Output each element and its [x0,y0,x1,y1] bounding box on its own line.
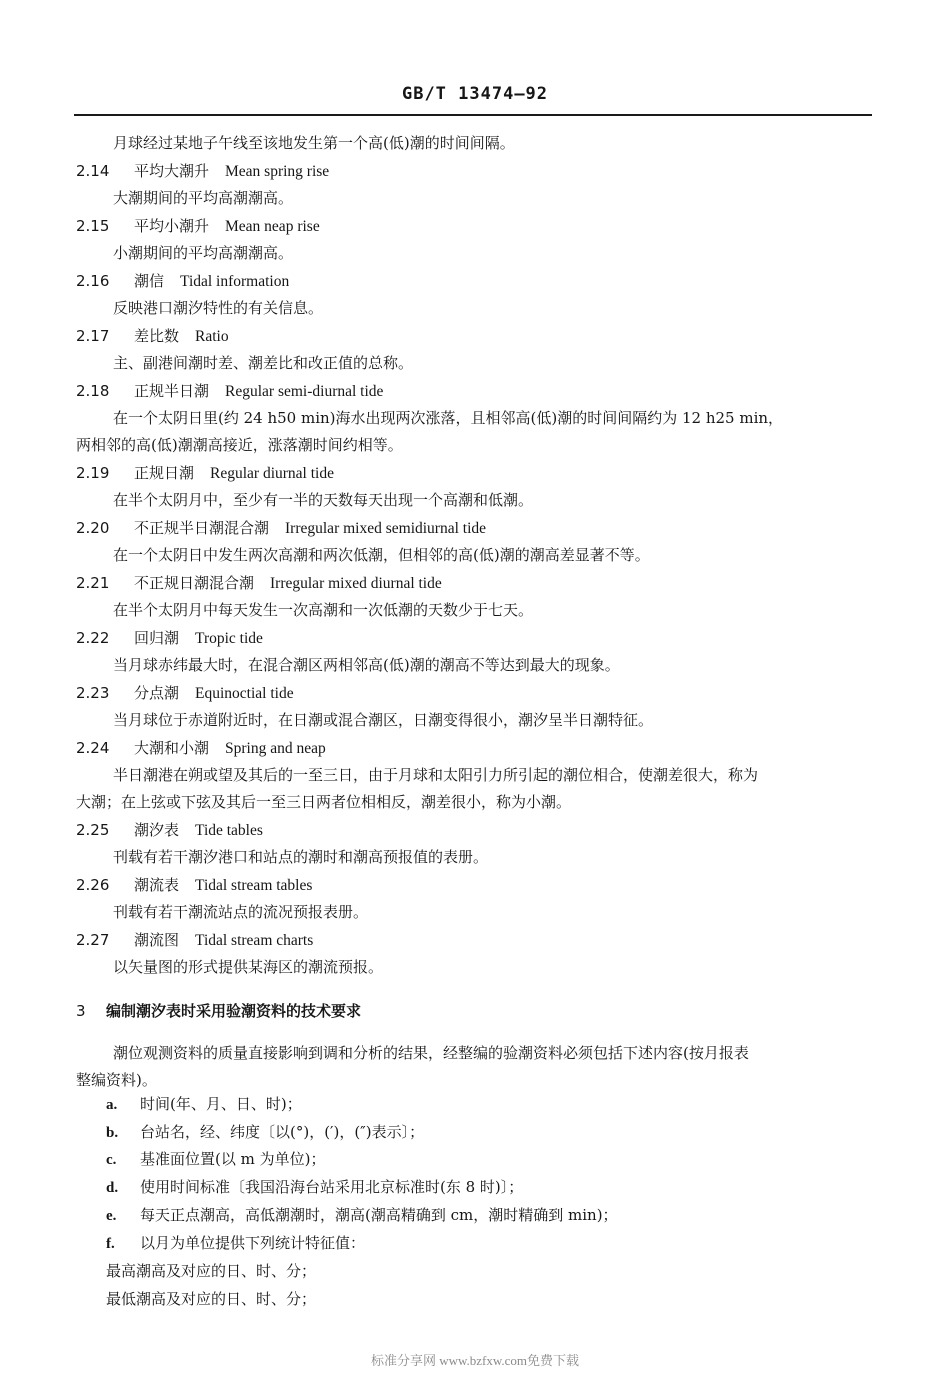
term-heading [76,216,320,237]
term-definition: 刊载有若干潮流站点的流况预报表册。 [113,903,369,921]
term-english: Tidal stream tables [195,877,313,894]
term-number: 2.22 [76,629,110,647]
term-chinese: 不正规日潮混合潮 [134,574,255,592]
term-heading [76,518,486,539]
term-definition: 在半个太阴月中，至少有一半的天数每天出现一个高潮和低潮。 [113,491,534,509]
term-definition: 反映港口潮汐特性的有关信息。 [113,299,324,317]
term-definition: 刊载有若干潮汐港口和站点的潮时和潮高预报值的表册。 [113,848,489,866]
term-chinese: 平均大潮升 [134,162,210,180]
section-paragraph-line-2: 整编资料)。 [76,1071,157,1089]
term-chinese: 差比数 [134,327,180,345]
term-heading [76,875,312,896]
term-number: 2.18 [76,382,110,400]
term-heading [76,573,442,594]
term-definition: 在一个太阴日中发生两次高潮和两次低潮，但相邻的高(低)潮的潮高差显著不等。 [113,546,650,564]
term-english: Mean neap rise [225,218,320,235]
list-item-text: 台站名，经、纬度〔以(°)，(′)，(″)表示〕； [140,1123,425,1141]
term-number: 2.19 [76,464,110,482]
term-english: Mean spring rise [225,163,330,180]
term-definition: 大潮；在上弦或下弦及其后一至三日两者位相相反，潮差很小，称为小潮。 [76,793,572,811]
term-number: 2.15 [76,217,110,235]
term-heading [76,628,263,649]
list-item-text: 基准面位置(以 m 为单位)； [140,1150,326,1168]
stat-line-1: 最高潮高及对应的日、时、分； [106,1262,317,1280]
term-number: 2.23 [76,684,110,702]
stat-line-2: 最低潮高及对应的日、时、分； [106,1290,317,1308]
term-definition: 大潮期间的平均高潮潮高。 [113,189,294,207]
term-definition: 半日潮港在朔或望及其后的一至三日，由于月球和太阳引力所引起的潮位相合，使潮差很大，称为 [113,766,759,784]
list-item-label: e. [106,1208,117,1224]
term-definition: 以矢量图的形式提供某海区的潮流预报。 [113,958,384,976]
term-number: 2.25 [76,821,110,839]
term-number: 2.27 [76,931,110,949]
term-chinese: 正规半日潮 [134,382,210,400]
term-english: Regular semi-diurnal tide [225,383,384,400]
header-rule [74,114,872,116]
term-number: 2.16 [76,272,110,290]
term-number: 2.17 [76,327,110,345]
term-heading [76,820,263,841]
term-english: Tide tables [195,822,263,839]
list-item-label: c. [106,1152,117,1168]
list-item-label: f. [106,1236,115,1252]
list-item-label: d. [106,1180,119,1196]
list-item-label: b. [106,1125,119,1141]
footer-watermark: 标准分享网 www.bzfxw.com免费下载 [370,1353,580,1368]
section-paragraph-line-1: 潮位观测资料的质量直接影响到调和分析的结果，经整编的验潮资料必须包括下述内容(按月报表 [113,1044,749,1062]
term-heading [76,463,334,484]
term-heading [76,930,313,951]
list-item [106,1233,365,1254]
term-chinese: 不正规半日潮混合潮 [134,519,270,537]
term-english: Equinoctial tide [195,685,294,702]
term-number: 2.14 [76,162,110,180]
list-item-text: 使用时间标准〔我国沿海台站采用北京标准时(东 8 时)〕； [140,1178,524,1196]
list-item [106,1205,618,1226]
list-item-label: a. [106,1097,118,1113]
list-item [106,1177,523,1198]
term-english: Irregular mixed diurnal tide [270,575,442,592]
term-chinese: 潮流表 [134,876,180,894]
term-definition: 两相邻的高(低)潮潮高接近，涨落潮时间约相等。 [76,436,403,454]
term-heading [76,381,383,402]
term-english: Tropic tide [195,630,263,647]
list-item [106,1149,325,1170]
term-number: 2.26 [76,876,110,894]
list-item [106,1122,424,1143]
list-item-text: 每天正点潮高，高低潮潮时，潮高(潮高精确到 cm，潮时精确到 min)； [140,1206,618,1224]
term-number: 2.21 [76,574,110,592]
section-3-heading [76,1000,361,1021]
term-english: Irregular mixed semidiurnal tide [285,520,487,537]
term-number: 2.20 [76,519,110,537]
term-definition: 当月球位于赤道附近时，在日潮或混合潮区，日潮变得很小，潮汐呈半日潮特征。 [113,711,654,729]
term-definition: 在一个太阴日里(约 24 h50 min)海水出现两次涨落，且相邻高(低)潮的时间间隔约为 12 h25 min， [113,409,784,427]
term-definition: 当月球赤纬最大时，在混合潮区两相邻高(低)潮的潮高不等达到最大的现象。 [113,656,620,674]
term-chinese: 大潮和小潮 [134,739,210,757]
term-english: Regular diurnal tide [210,465,334,482]
list-item-text: 以月为单位提供下列统计特征值： [140,1234,366,1252]
term-english: Tidal information [180,273,290,290]
term-chinese: 回归潮 [134,629,180,647]
term-chinese: 潮流图 [134,931,180,949]
section-number: 3 [76,1002,86,1020]
term-english: Tidal stream charts [195,932,314,949]
term-heading [76,683,294,704]
term-heading [76,738,326,759]
term-chinese: 平均小潮升 [134,217,210,235]
term-definition: 在半个太阴月中每天发生一次高潮和一次低潮的天数少于七天。 [113,601,534,619]
term-chinese: 潮信 [134,272,165,290]
list-item [106,1094,302,1115]
term-english: Spring and neap [225,740,326,757]
section-title: 编制潮汐表时采用验潮资料的技术要求 [106,1002,362,1020]
term-heading [76,326,229,347]
term-chinese: 潮汐表 [134,821,180,839]
term-english: Ratio [195,328,229,345]
term-number: 2.24 [76,739,110,757]
term-definition: 主、副港间潮时差、潮差比和改正值的总称。 [113,354,414,372]
term-heading [76,271,289,292]
term-heading [76,161,329,182]
term-chinese: 分点潮 [134,684,180,702]
list-item-text: 时间(年、月、日、时)； [140,1095,302,1113]
term-chinese: 正规日潮 [134,464,195,482]
standard-number-header: GB/T 13474—92 [401,84,549,104]
term-definition: 小潮期间的平均高潮潮高。 [113,244,294,262]
intro-line: 月球经过某地子午线至该地发生第一个高(低)潮的时间间隔。 [113,134,515,152]
